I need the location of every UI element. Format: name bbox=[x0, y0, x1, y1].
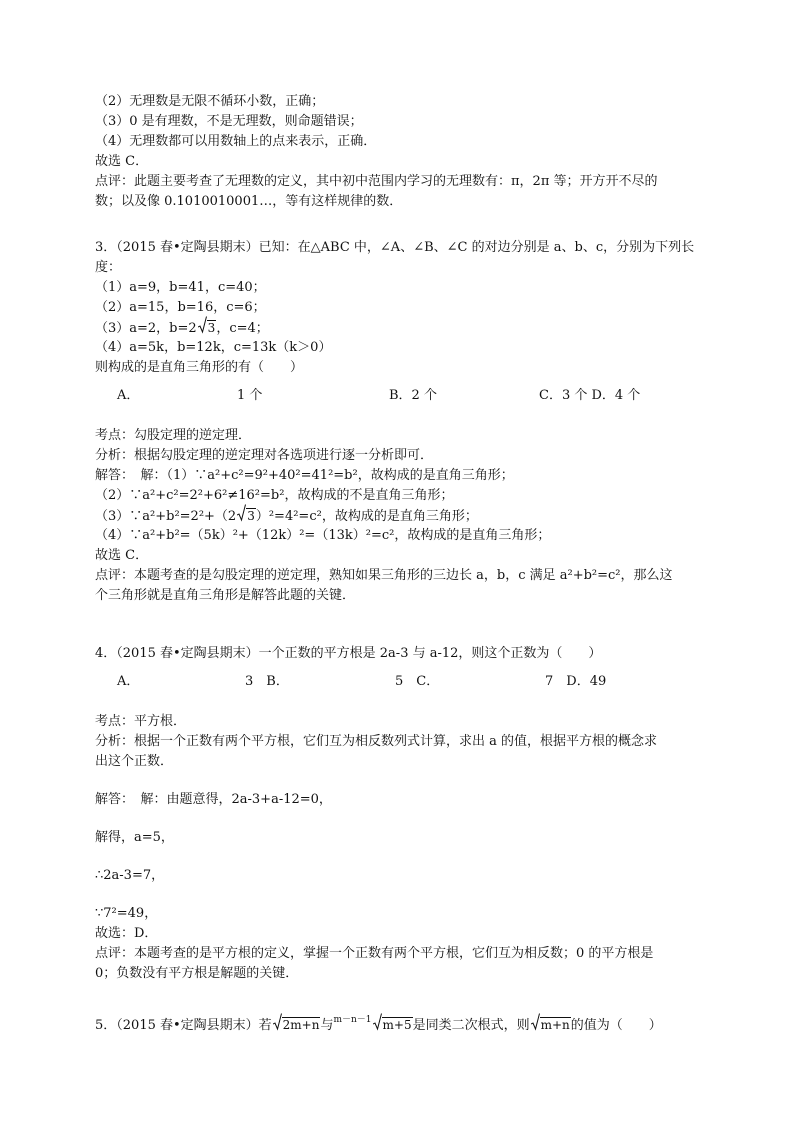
q2-line-2: （2）无理数是无限不循环小数，正确； bbox=[95, 94, 325, 109]
q4-fenxi-1: 分析：根据一个正数有两个平方根，它们互为相反数列式计算，求出 a 的值，根据平方根的概念求 bbox=[95, 734, 658, 749]
q3-solution-4: （4）∵a²+b²=（5k）²+（12k）²=（13k）²=c²，故构成的是直角三角形； bbox=[95, 528, 551, 543]
sqrt-symbol: 3 bbox=[237, 506, 256, 527]
q4-stem: 4．（2015 春•定陶县期末）一个正数的平方根是 2a-3 与 a-12，则这个正数为（ ） bbox=[95, 646, 602, 661]
q4-option-c-d: 7 D．49 bbox=[545, 674, 607, 689]
q4-solution-1: 解答： 解：由题意得，2a-3+a-12=0， bbox=[95, 792, 332, 807]
q4-option-a: A． bbox=[117, 674, 140, 689]
nth-root-symbol: m+5 bbox=[373, 1015, 413, 1036]
sqrt-symbol: m+n bbox=[531, 1015, 571, 1036]
q3-case-1: （1）a=9，b=41，c=40； bbox=[95, 280, 266, 295]
q3-case-3: （3）a=2，b=2 3，c=4； bbox=[95, 318, 710, 338]
q3-case-2: （2）a=15，b=16，c=6； bbox=[95, 300, 266, 315]
q3-solution-3: （3）∵a²+b²=2²+（2 3）²=4²=c²，故构成的是直角三角形； bbox=[95, 506, 710, 526]
q3-options bbox=[95, 386, 710, 406]
q3-fenxi: 分析：根据勾股定理的逆定理对各选项进行逐一分析即可． bbox=[95, 448, 434, 463]
q2-comment-2: 数；以及像 0.1010010001…，等有这样规律的数． bbox=[95, 194, 403, 209]
q2-choose: 故选 C． bbox=[95, 154, 149, 169]
q4-solution-3: ∴2a-3=7， bbox=[95, 868, 165, 883]
q4-solution-4: ∵7²=49， bbox=[95, 906, 158, 921]
q3-solution-2: （2）∵a²+c²=2²+6²≠16²=b²，故构成的不是直角三角形； bbox=[95, 488, 454, 503]
q4-options bbox=[95, 672, 710, 692]
q4-choose: 故选：D． bbox=[95, 926, 158, 941]
q3-question: 则构成的是直角三角形的有（ ） bbox=[95, 360, 304, 375]
sqrt-symbol: 3 bbox=[198, 318, 217, 339]
q2-line-3: （3）0 是有理数，不是无理数，则命题错误； bbox=[95, 114, 363, 129]
sqrt-symbol: 2m+n bbox=[273, 1015, 321, 1036]
q2-comment-1: 点评：此题主要考查了无理数的定义，其中初中范围内学习的无理数有：π，2π 等；开方开不尽的 bbox=[95, 174, 658, 189]
q4-option-b-c: 5 C． bbox=[395, 674, 440, 689]
root-index: m－n－1 bbox=[333, 1015, 372, 1025]
q3-kaodian: 考点：勾股定理的逆定理． bbox=[95, 428, 252, 443]
q4-solution-2: 解得，a=5， bbox=[95, 830, 174, 845]
q2-line-4: （4）无理数都可以用数轴上的点来表示，正确． bbox=[95, 134, 377, 149]
q3-solution-1: 解答： 解：（1）∵a²+c²=9²+40²=41²=b²，故构成的是直角三角形； bbox=[95, 468, 514, 483]
q3-comment-1: 点评：本题考查的是勾股定理的逆定理，熟知如果三角形的三边长 a，b，c 满足 a²+b²=c²，那么这 bbox=[95, 568, 673, 583]
q4-option-a-b: 3 B． bbox=[245, 674, 289, 689]
q4-comment-2: 0；负数没有平方根是解题的关键． bbox=[95, 966, 299, 981]
q4-kaodian: 考点：平方根． bbox=[95, 714, 187, 729]
q3-option-cd: C．3 个 D．4 个 bbox=[539, 388, 641, 403]
q3-option-a: A． bbox=[117, 388, 140, 403]
q3-stem-1: 3．（2015 春•定陶县期末）已知：在△ABC 中，∠A、∠B、∠C 的对边分别是 a、b、c，分别为下列长 bbox=[95, 240, 695, 255]
q3-option-a-value: 1 个 bbox=[237, 388, 263, 403]
q3-option-b: B．2 个 bbox=[389, 388, 437, 403]
q4-comment-1: 点评：本题考查的是平方根的定义，掌握一个正数有两个平方根，它们互为相反数；0 的平方根是 bbox=[95, 946, 654, 961]
q3-case-4: （4）a=5k，b=12k，c=13k（k＞0） bbox=[95, 340, 332, 355]
q3-choose: 故选 C． bbox=[95, 548, 149, 563]
q3-comment-2: 个三角形就是直角三角形是解答此题的关键． bbox=[95, 588, 356, 603]
q5-stem: 5．（2015 春•定陶县期末）若 2m+n与$^{m-n-1}$ m+5是同类二次根式，则 m+n的值为（ ） bbox=[95, 1010, 710, 1030]
document-page bbox=[95, 92, 710, 1033]
q3-stem-2: 度： bbox=[95, 260, 122, 275]
q4-fenxi-2: 出这个正数． bbox=[95, 754, 174, 769]
